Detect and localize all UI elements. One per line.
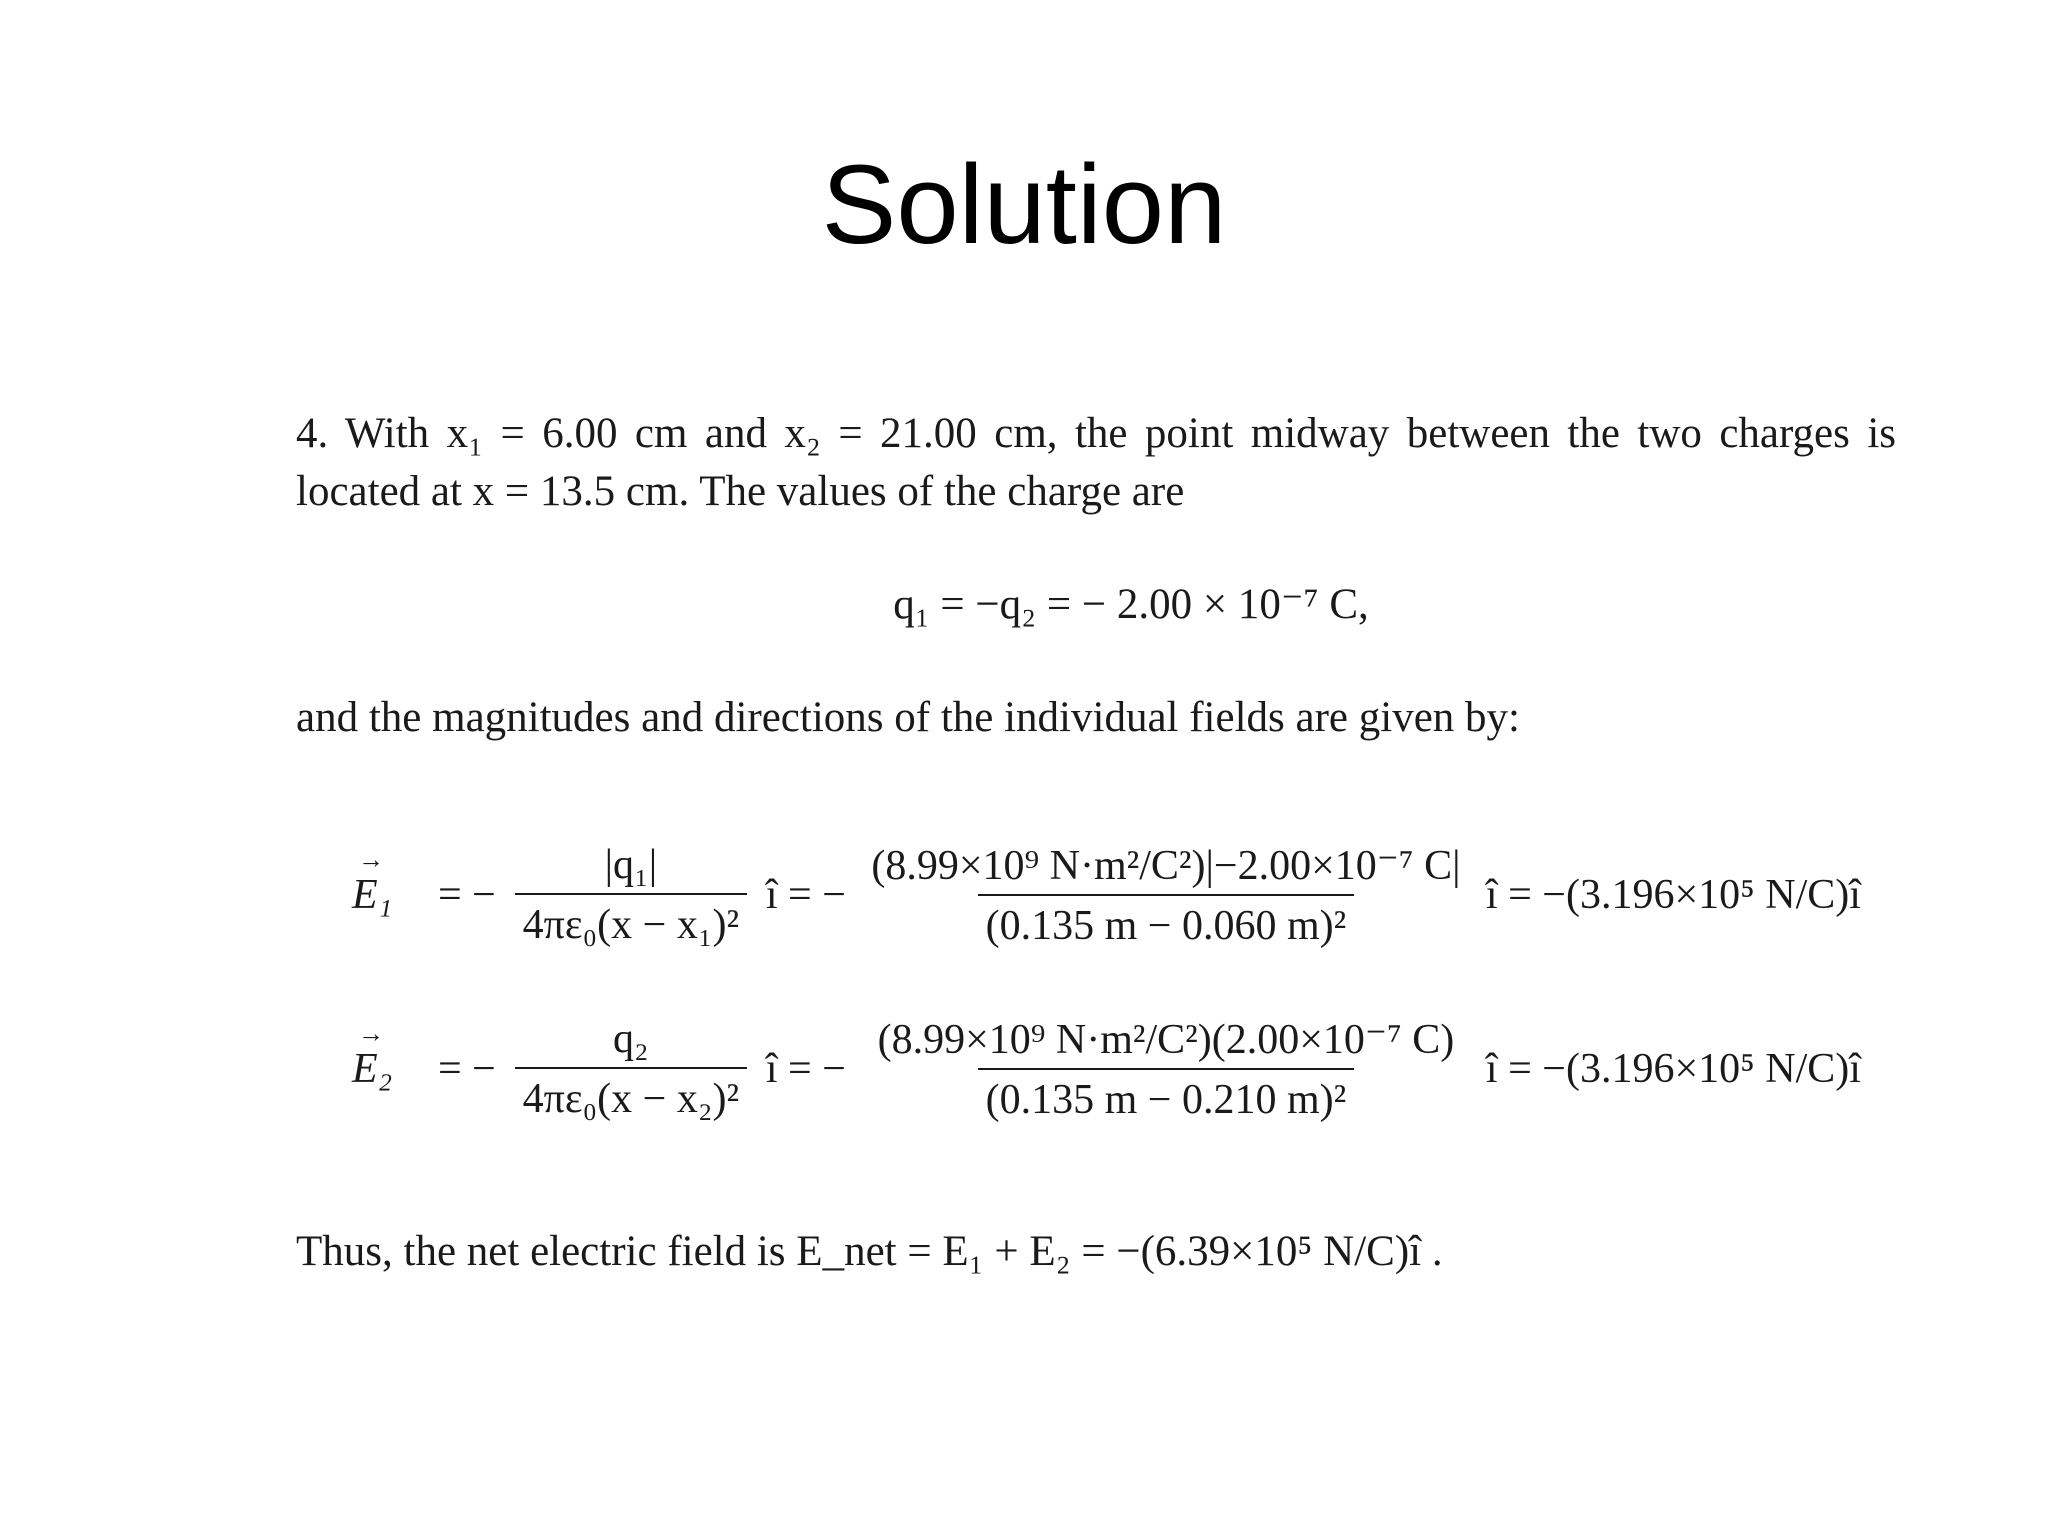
e2-mid: î = − — [765, 1046, 846, 1092]
e2-symbolic-fraction — [506, 1015, 756, 1123]
e2-numeric-fraction — [856, 1014, 1476, 1124]
e2-equals: = − — [438, 1046, 496, 1092]
e1-equals: = − — [438, 872, 496, 918]
problem-line-2: located at x = 13.5 cm. The values of the charge are — [296, 468, 1185, 515]
charge-equation: q₁ = −q₂ = − 2.00 × 10⁻⁷ C, — [893, 581, 1369, 628]
net-field-text: Thus, the net electric field is — [296, 1228, 786, 1275]
e1-symbolic-fraction — [506, 841, 756, 949]
e1-numeric-fraction — [856, 840, 1476, 950]
net-field-equation: E_net = E₁ + E₂ = −(6.39×10⁵ N/C)î . — [796, 1228, 1443, 1275]
e2-symbolic-denominator: 4πε₀(x − x₂)² — [515, 1067, 747, 1123]
net-field-statement — [296, 1223, 1896, 1281]
e1-mid: î = − — [765, 872, 846, 918]
problem-line-1: 4. With x₁ = 6.00 cm and x₂ = 21.00 cm, the point midway between the two charges is — [296, 410, 1896, 457]
fields-intro: and the magnitudes and directions of the individual fields are given by: — [296, 694, 1520, 741]
e1-numeric-denominator: (0.135 m − 0.060 m)² — [978, 894, 1355, 950]
e2-numeric-numerator: (8.99×10⁹ N·m²/C²)(2.00×10⁻⁷ C) — [877, 1017, 1455, 1063]
e1-symbol: → E₁ — [352, 871, 432, 919]
e1-symbolic-numerator: |q₁| — [604, 842, 658, 888]
e1-numeric-numerator: (8.99×10⁹ N·m²/C²)|−2.00×10⁻⁷ C| — [871, 843, 1461, 889]
e2-symbol: → E₂ — [352, 1045, 432, 1093]
field-equations — [296, 815, 1896, 1149]
field-equation-e2 — [352, 989, 1896, 1149]
solution-content — [296, 405, 1896, 1281]
e2-result: î = −(3.196×10⁵ N/C)î — [1485, 1046, 1861, 1092]
e1-symbolic-denominator: 4πε₀(x − x₁)² — [515, 893, 747, 949]
e2-numeric-denominator: (0.135 m − 0.210 m)² — [978, 1068, 1355, 1124]
slide-title: Solution — [821, 142, 1227, 267]
field-equation-e1 — [352, 815, 1896, 975]
e1-result: î = −(3.196×10⁵ N/C)î — [1485, 872, 1861, 918]
problem-statement — [296, 405, 1896, 521]
e2-symbolic-numerator: q₂ — [613, 1016, 649, 1062]
